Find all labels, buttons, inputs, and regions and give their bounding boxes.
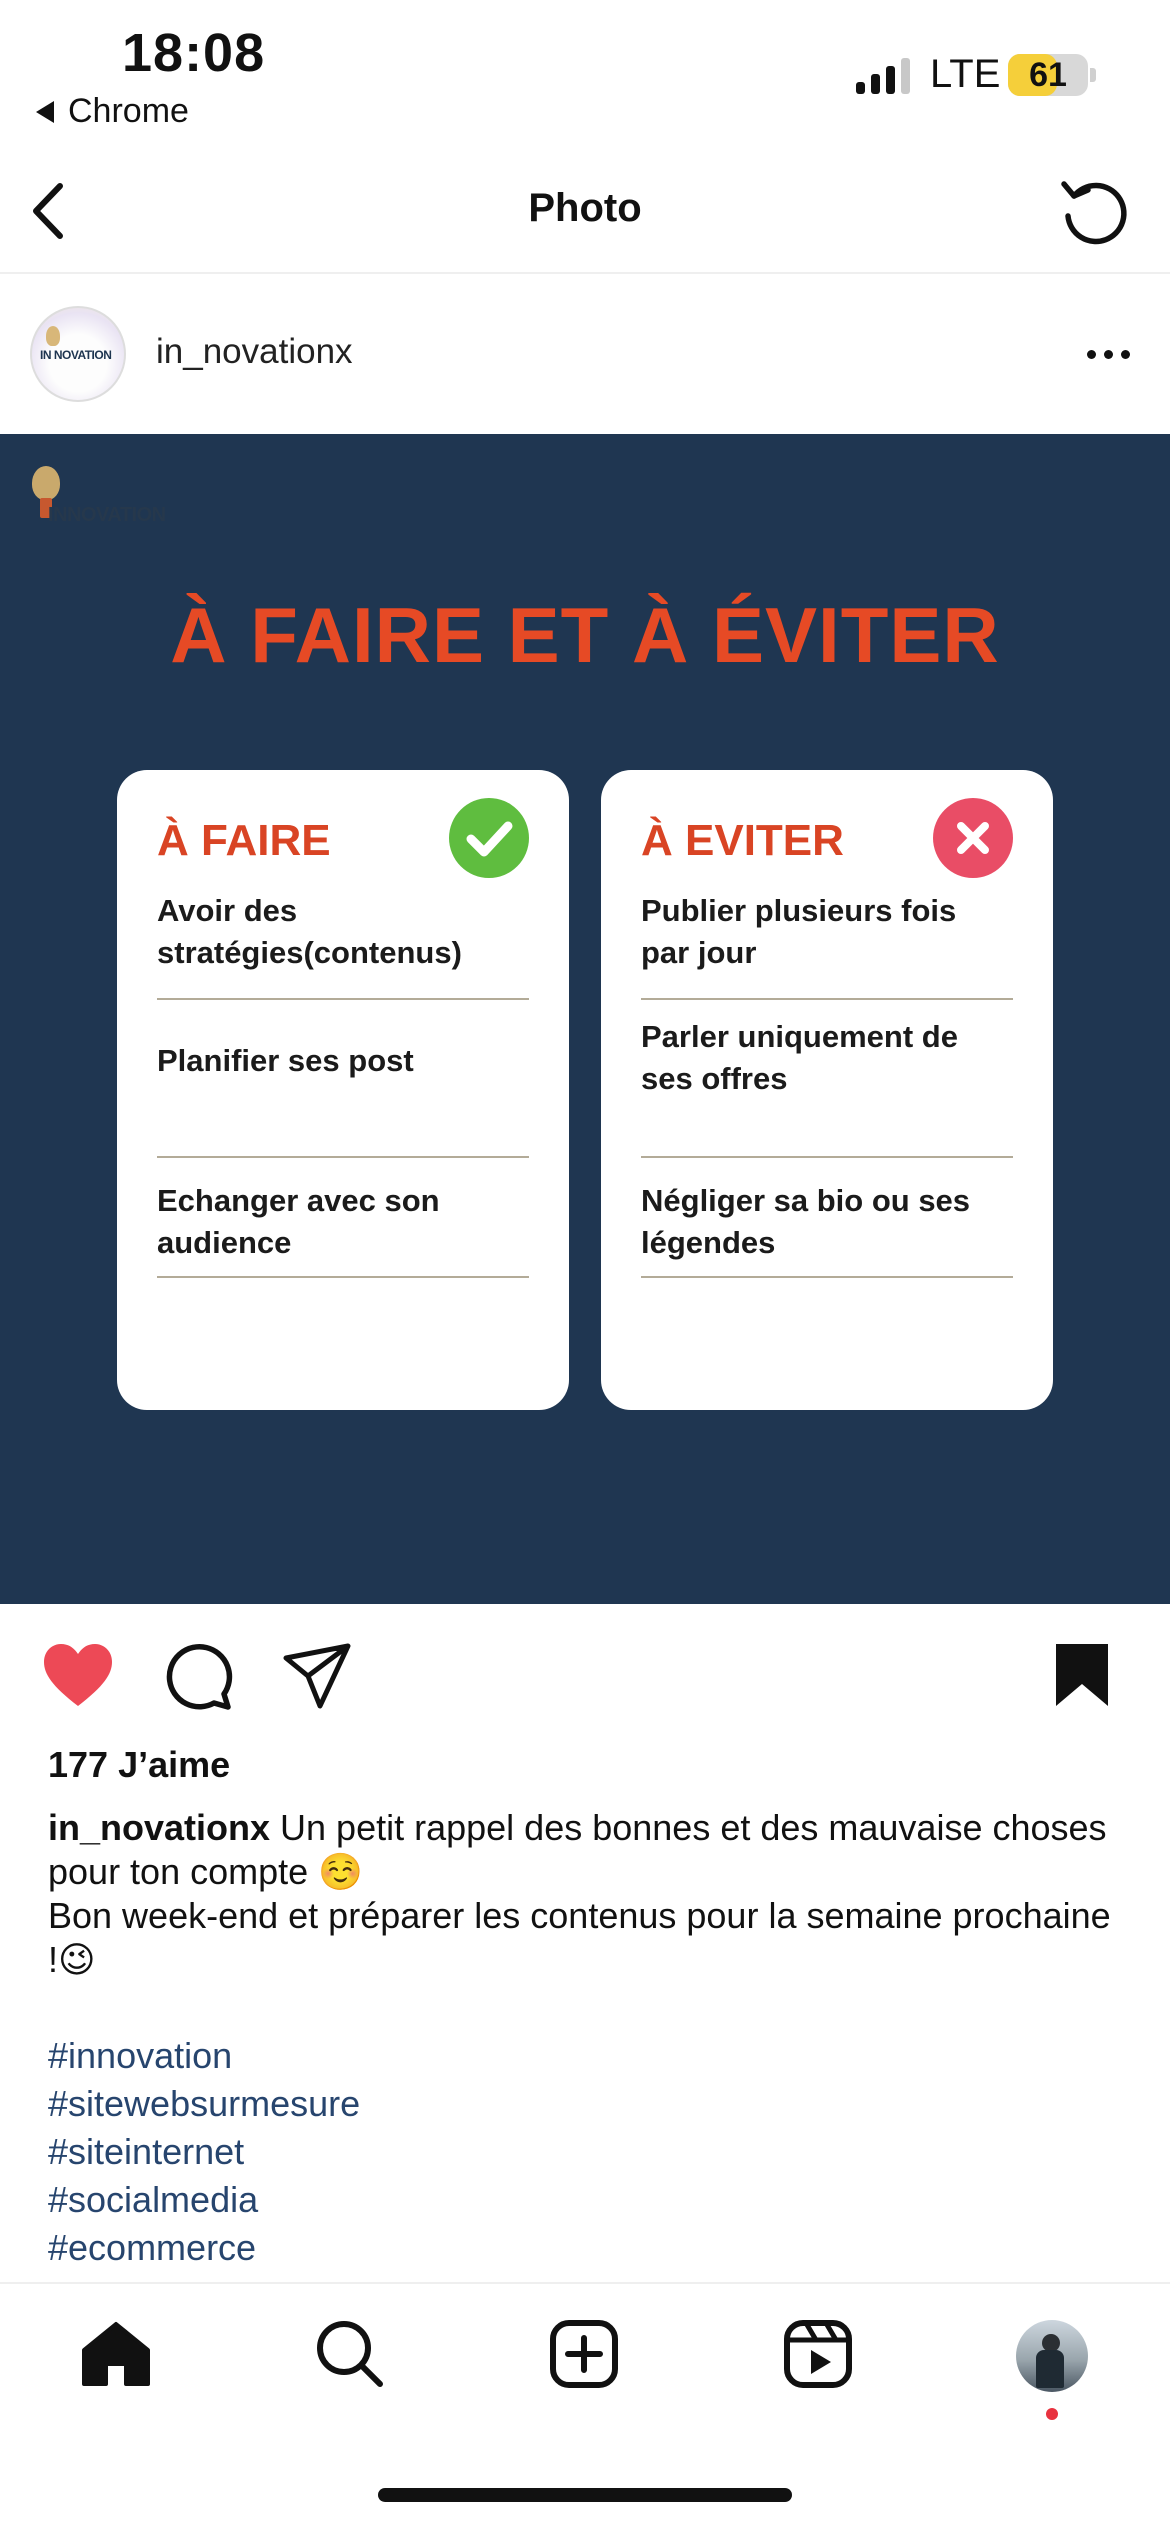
profile-avatar[interactable] xyxy=(1016,2320,1088,2392)
avoid-item-1: Publier plusieurs fois par jour xyxy=(641,893,957,970)
bulb-icon xyxy=(46,326,60,346)
hashtag-link[interactable]: #socialmedia xyxy=(48,2179,259,2220)
divider xyxy=(157,1276,529,1278)
bookmark-icon xyxy=(1052,1640,1112,1712)
back-triangle-icon xyxy=(36,101,54,123)
tab-home[interactable] xyxy=(80,2318,152,2395)
signal-strength-icon xyxy=(856,56,910,94)
save-button[interactable] xyxy=(1052,1640,1112,1717)
profile-person-body xyxy=(1036,2350,1064,2388)
like-count[interactable]: 177 J’aime xyxy=(48,1744,231,1785)
hashtag-link[interactable]: #siteinternet xyxy=(48,2131,245,2172)
more-options-icon[interactable] xyxy=(1087,350,1130,359)
create-icon xyxy=(548,2318,620,2390)
battery-cap xyxy=(1090,68,1096,82)
avoid-card-heading: À EVITER xyxy=(641,816,844,865)
caption-text-2: Bon week-end et préparer les contenus pour la semaine prochaine !😉 xyxy=(48,1895,1111,1980)
share-button[interactable] xyxy=(280,1640,354,1717)
home-icon xyxy=(80,2318,152,2390)
send-icon xyxy=(280,1640,354,1712)
back-to-app-link[interactable] xyxy=(36,92,189,131)
tab-create[interactable] xyxy=(548,2318,620,2395)
heart-icon xyxy=(40,1640,116,1712)
post-username[interactable]: in_novationx xyxy=(156,332,353,371)
avoid-card xyxy=(601,770,1053,1410)
like-button[interactable] xyxy=(40,1640,116,1717)
divider xyxy=(157,1156,529,1158)
avoid-item-3: Négliger sa bio ou ses légendes xyxy=(641,1183,971,1260)
do-item-2: Planifier ses post xyxy=(157,1043,414,1078)
post-caption xyxy=(48,1806,1128,1982)
hashtag-link[interactable]: #sitewebsurmesure xyxy=(48,2083,361,2124)
hashtag-link[interactable]: #innovation xyxy=(48,2035,233,2076)
comment-icon xyxy=(162,1640,234,1712)
status-time: 18:08 xyxy=(122,23,266,83)
post-header xyxy=(0,274,1170,434)
battery-icon xyxy=(1008,54,1088,96)
lightbulb-icon xyxy=(32,466,60,500)
image-title: À FAIRE ET À ÉVITER xyxy=(170,591,1000,679)
divider xyxy=(641,998,1013,1000)
do-card-heading: À FAIRE xyxy=(157,816,331,865)
home-indicator xyxy=(378,2488,792,2502)
avoid-item-2: Parler uniquement de ses offres xyxy=(641,1019,958,1096)
divider xyxy=(157,998,529,1000)
comment-button[interactable] xyxy=(162,1640,234,1717)
check-icon xyxy=(449,798,529,878)
caption-username[interactable]: in_novationx xyxy=(48,1807,271,1848)
logo-word: INNOVATION xyxy=(48,504,166,526)
back-app-label: Chrome xyxy=(68,92,189,130)
refresh-icon xyxy=(1054,170,1134,250)
hashtag-list xyxy=(48,2032,360,2272)
hashtag-link[interactable]: #ecommerce xyxy=(48,2227,257,2268)
tab-search[interactable] xyxy=(314,2318,386,2395)
user-avatar[interactable] xyxy=(30,306,126,402)
search-icon xyxy=(314,2318,386,2390)
refresh-button[interactable] xyxy=(1054,170,1134,255)
divider xyxy=(641,1156,1013,1158)
tab-reels[interactable] xyxy=(782,2318,854,2395)
caption-text-1: Un petit rappel des bonnes et des mauvaise choses pour ton compte ☺️ xyxy=(48,1807,1107,1892)
do-item-1: Avoir des stratégies(contenus) xyxy=(157,893,462,970)
x-icon xyxy=(933,798,1013,878)
battery-level: 61 xyxy=(1029,56,1067,94)
notification-dot xyxy=(1046,2408,1058,2420)
divider xyxy=(641,1276,1013,1278)
do-card xyxy=(117,770,569,1410)
status-bar xyxy=(0,0,1170,150)
top-nav-bar xyxy=(0,150,1170,274)
network-label: LTE xyxy=(930,52,1001,96)
post-actions xyxy=(0,1604,1170,1754)
avatar-logo-text: IN NOVATION xyxy=(40,348,112,362)
innovation-logo xyxy=(18,464,168,544)
post-image[interactable] xyxy=(0,434,1170,1604)
do-item-3: Echanger avec son audience xyxy=(157,1183,440,1260)
reels-icon xyxy=(782,2318,854,2390)
page-title: Photo xyxy=(528,186,642,230)
